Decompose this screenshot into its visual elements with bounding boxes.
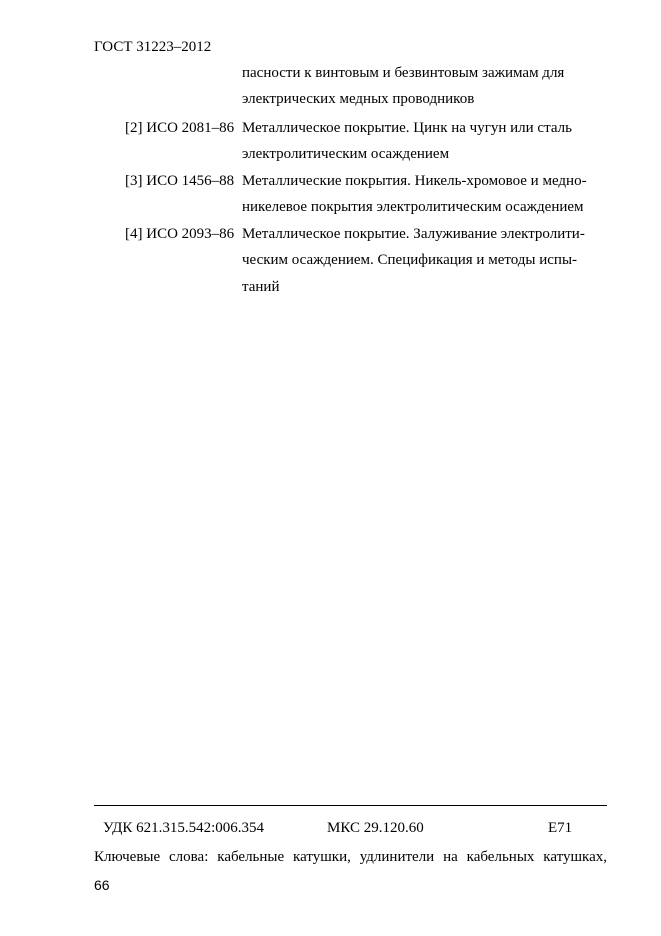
reference-4-label: [4] ИСО 2093–86 bbox=[125, 226, 235, 242]
keywords: Ключевые слова: кабельные катушки, удлинители на кабельных катушках, bbox=[94, 849, 607, 865]
reference-4-line-3: таний bbox=[242, 279, 280, 295]
reference-4-line-2: ческим осаждением. Спецификация и методы испы- bbox=[242, 252, 578, 268]
udk-code: УДК 621.315.542:006.354 bbox=[103, 820, 265, 836]
page-number: 66 bbox=[94, 877, 110, 893]
reference-2-label: [2] ИСО 2081–86 bbox=[125, 120, 235, 136]
reference-1-line-2: электрических медных проводников bbox=[242, 91, 475, 107]
mks-code: МКС 29.120.60 bbox=[327, 820, 424, 836]
reference-3-line-2: никелевое покрытия электролитическим осаждением bbox=[242, 199, 584, 215]
classification-code: Е71 bbox=[548, 820, 573, 836]
reference-3-line-1: Металлические покрытия. Никель-хромовое и медно- bbox=[242, 173, 587, 189]
reference-1-line-1: пасности к винтовым и безвинтовым зажимам для bbox=[242, 65, 565, 81]
reference-2-line-2: электролитическим осаждением bbox=[242, 146, 450, 162]
reference-3-label: [3] ИСО 1456–88 bbox=[125, 173, 235, 189]
footer-divider bbox=[94, 805, 607, 806]
document-id-header: ГОСТ 31223–2012 bbox=[94, 39, 212, 55]
reference-4-line-1: Металлическое покрытие. Залуживание электролити- bbox=[242, 226, 585, 242]
reference-2-line-1: Металлическое покрытие. Цинк на чугун или сталь bbox=[242, 120, 572, 136]
